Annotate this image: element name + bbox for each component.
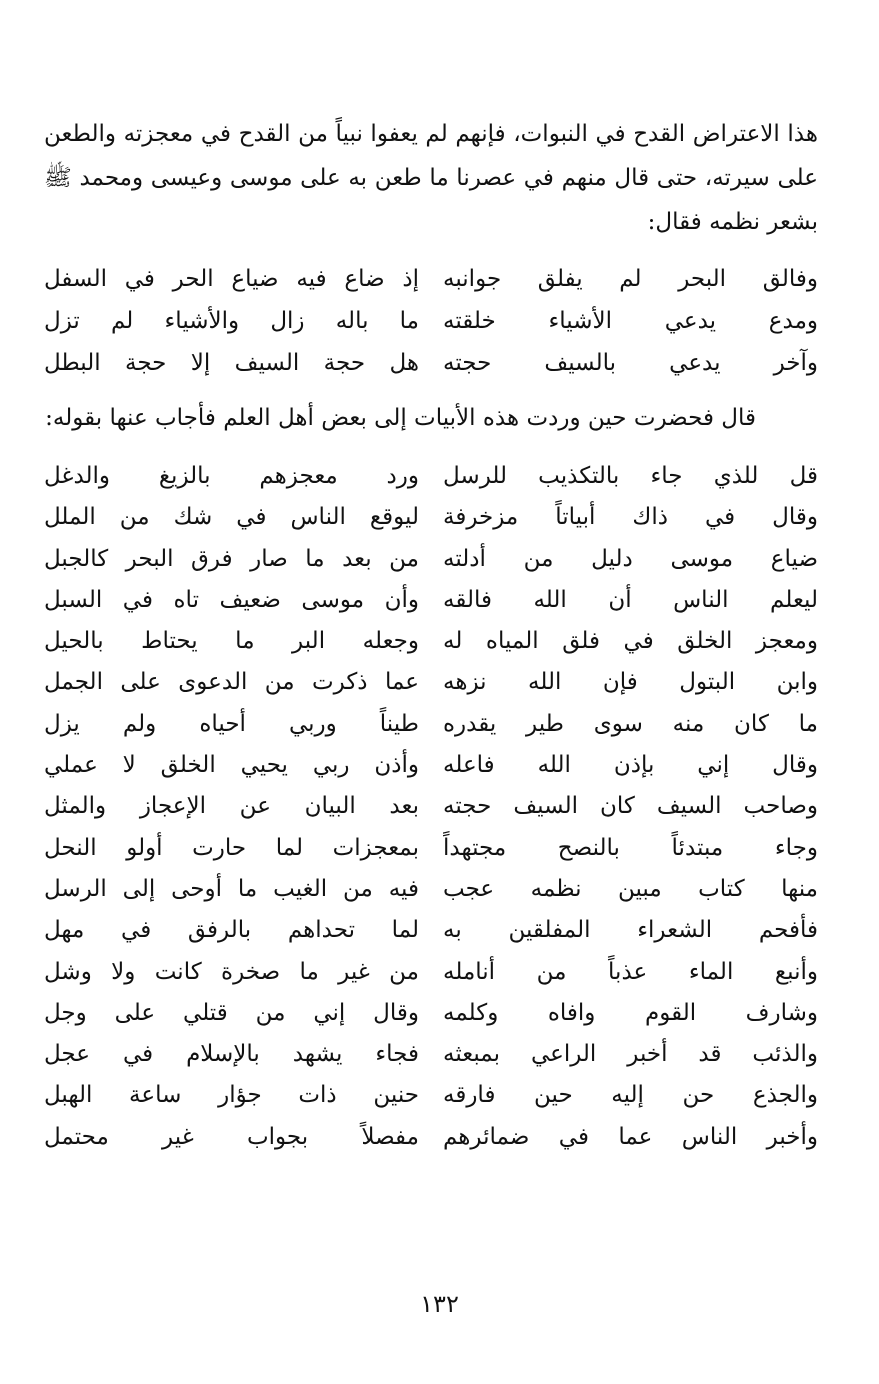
verse-second-hemistich: وأذن ربي يحيي الخلق لا عملي bbox=[44, 752, 419, 779]
verse-first-hemistich: وأنبع الماء عذباً من أنامله bbox=[443, 958, 818, 985]
verse-line bbox=[44, 952, 818, 993]
verse-first-hemistich: وأخبر الناس عما في ضمائرهم bbox=[443, 1123, 818, 1150]
verse-line bbox=[44, 910, 818, 951]
verse-line bbox=[44, 497, 818, 538]
verse-first-hemistich: قل للذي جاء بالتكذيب للرسل bbox=[443, 463, 818, 489]
verse-second-hemistich: مفصلاً بجواب غير محتمل bbox=[44, 1123, 419, 1150]
verse-first-hemistich: وقال إني بإذن الله فاعله bbox=[443, 752, 818, 779]
verse-line bbox=[44, 258, 818, 300]
verse-first-hemistich: وجاء مبتدئاً بالنصح مجتهداً bbox=[443, 834, 818, 861]
verse-first-hemistich: وقال في ذاك أبياتاً مزخرفة bbox=[443, 504, 818, 531]
verse-second-hemistich: ليوقع الناس في شك من الملل bbox=[44, 504, 419, 531]
verse-second-hemistich: من بعد ما صار فرق البحر كالجبل bbox=[44, 545, 419, 572]
verse-first-hemistich: منها كتاب مبين نظمه عجب bbox=[443, 875, 818, 902]
verse-second-hemistich: بمعجزات لما حارت أولو النحل bbox=[44, 834, 419, 861]
verse-line bbox=[44, 704, 818, 745]
verse-second-hemistich: فيه من الغيب ما أوحى إلى الرسل bbox=[44, 875, 419, 902]
verse-line bbox=[44, 993, 818, 1034]
poem-objection bbox=[44, 258, 818, 384]
verse-first-hemistich: وفالق البحر لم يفلق جوانبه bbox=[443, 266, 818, 292]
verse-line bbox=[44, 662, 818, 703]
response-intro-paragraph: قال فحضرت حين وردت هذه الأبيات إلى بعض أهل العلم فأجاب عنها بقوله: bbox=[45, 405, 756, 431]
verse-line bbox=[44, 745, 818, 786]
verse-first-hemistich: فأفحم الشعراء المفلقين به bbox=[443, 917, 818, 944]
verse-line bbox=[44, 1117, 818, 1158]
verse-line bbox=[44, 786, 818, 827]
intro-paragraph: هذا الاعتراض القدح في النبوات، فإنهم لم يعفوا نبياً من القدح في معجزته والطعن على سيرته، حتى قال منهم في عصرنا ما طعن به على موسى وعيسى ومحمد ﷺ بشعر نظمه فقال: bbox=[44, 121, 818, 235]
verse-line bbox=[44, 539, 818, 580]
verse-first-hemistich: ضياع موسى دليل من أدلته bbox=[443, 545, 818, 572]
verse-second-hemistich: بعد البيان عن الإعجاز والمثل bbox=[44, 793, 419, 820]
verse-first-hemistich: ومعجز الخلق في فلق المياه له bbox=[443, 628, 818, 655]
verse-first-hemistich: وصاحب السيف كان السيف حجته bbox=[443, 793, 818, 820]
verse-line bbox=[44, 580, 818, 621]
verse-first-hemistich: والجذع حن إليه حين فارقه bbox=[443, 1082, 818, 1109]
verse-first-hemistich: وابن البتول فإن الله نزهه bbox=[443, 669, 818, 696]
verse-line bbox=[44, 621, 818, 662]
verse-second-hemistich: لما تحداهم بالرفق في مهل bbox=[44, 917, 419, 944]
verse-second-hemistich: ما باله زال والأشياء لم تزل bbox=[44, 308, 419, 334]
verse-second-hemistich: طيناً وربي أحياه ولم يزل bbox=[44, 710, 419, 737]
verse-first-hemistich: وآخر يدعي بالسيف حجته bbox=[443, 350, 818, 376]
verse-second-hemistich: من غير ما صخرة كانت ولا وشل bbox=[44, 958, 419, 985]
verse-line bbox=[44, 869, 818, 910]
verse-second-hemistich: فجاء يشهد بالإسلام في عجل bbox=[44, 1041, 419, 1068]
verse-second-hemistich: عما ذكرت من الدعوى على الجمل bbox=[44, 669, 419, 696]
verse-second-hemistich: هل حجة السيف إلا حجة البطل bbox=[44, 350, 419, 376]
verse-first-hemistich: وشارف القوم وافاه وكلمه bbox=[443, 999, 818, 1026]
page-number: ١٣٢ bbox=[420, 1290, 459, 1318]
verse-line bbox=[44, 1034, 818, 1075]
verse-second-hemistich: وقال إني من قتلي على وجل bbox=[44, 999, 419, 1026]
page-content bbox=[44, 112, 818, 1158]
verse-second-hemistich: وجعله البر ما يحتاط بالحيل bbox=[44, 628, 419, 655]
verse-second-hemistich: حنين ذات جؤار ساعة الهبل bbox=[44, 1082, 419, 1109]
verse-first-hemistich: ليعلم الناس أن الله فالقه bbox=[443, 586, 818, 613]
verse-first-hemistich: ومدع يدعي الأشياء خلقته bbox=[443, 308, 818, 334]
verse-line bbox=[44, 1075, 818, 1116]
verse-first-hemistich: ما كان منه سوى طير يقدره bbox=[443, 710, 818, 737]
verse-line bbox=[44, 300, 818, 342]
verse-first-hemistich: والذئب قد أخبر الراعي بمبعثه bbox=[443, 1041, 818, 1068]
verse-second-hemistich: وأن موسى ضعيف تاه في السبل bbox=[44, 586, 419, 613]
poem-response bbox=[44, 456, 818, 1158]
verse-line bbox=[44, 456, 818, 497]
verse-second-hemistich: ورد معجزهم بالزيغ والدغل bbox=[44, 463, 419, 489]
verse-line bbox=[44, 828, 818, 869]
verse-line bbox=[44, 342, 818, 384]
verse-second-hemistich: إذ ضاع فيه ضياع الحر في السفل bbox=[44, 266, 419, 292]
